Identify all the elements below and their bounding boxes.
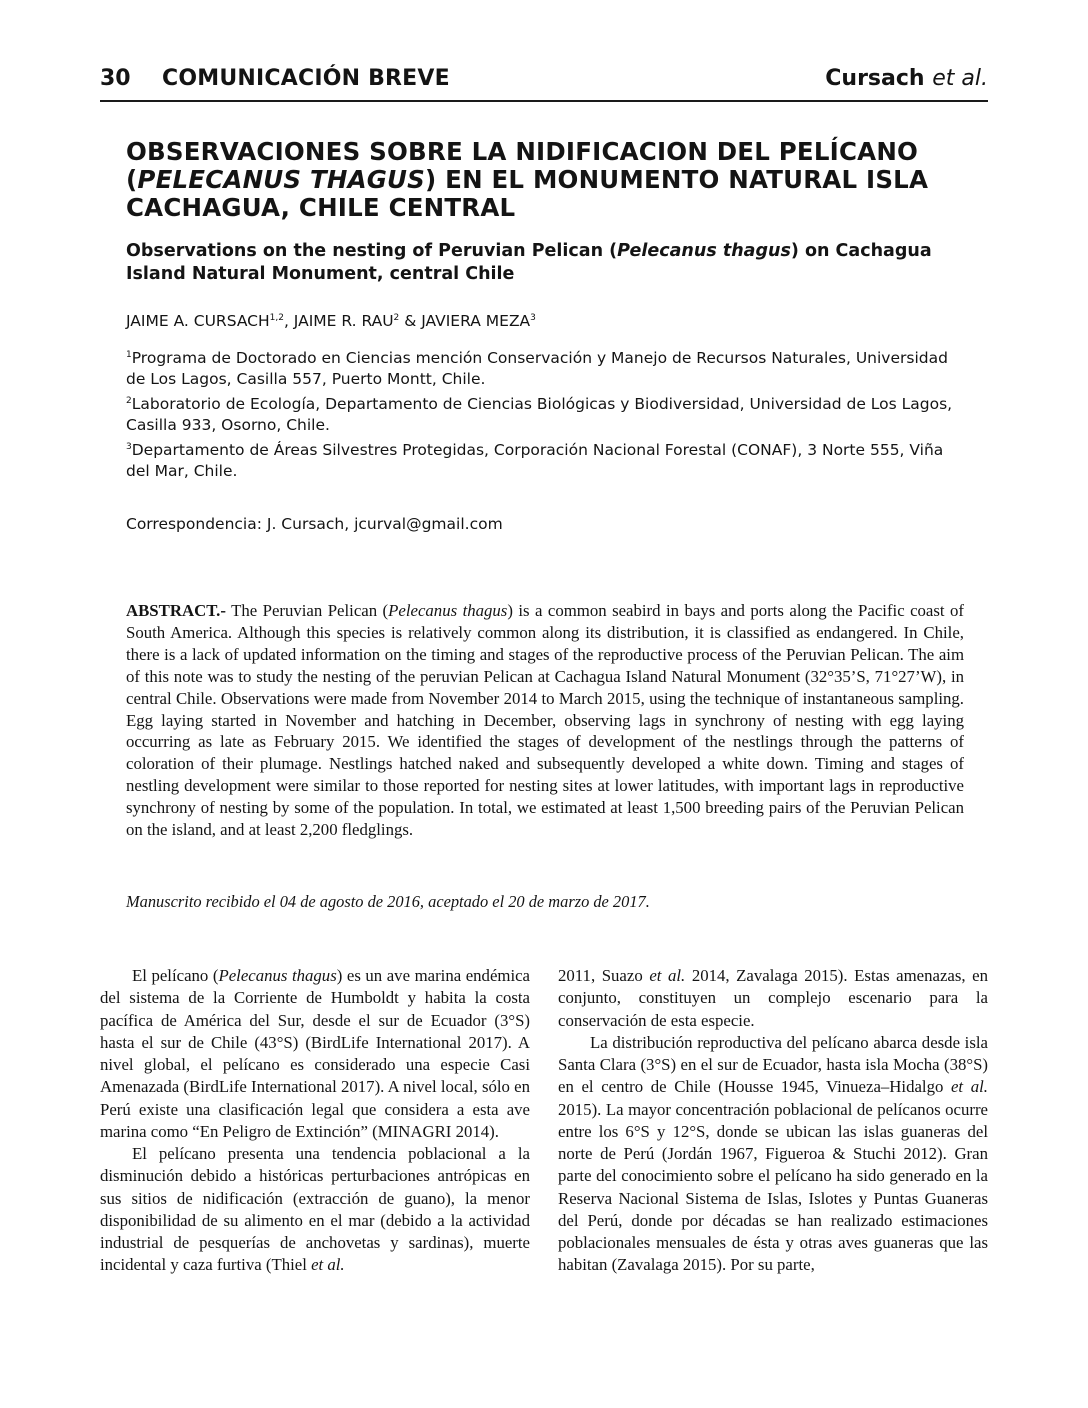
abstract-text-2: ) is a common seabird in bays and ports along the Pacific coast of South America. Although this species is relatively common along its distribution, it is classified as endangered. In Chile, there is a lack of updated information on the timing and stages of the reproductive process of the Peruvian Pelican. The aim of this note was to study the nesting of the peruvian Pelican at Cachagua Island Natural Monument (32°35’S, 71°27’W), in central Chile. Observations were made from November 2014 to March 2015, using the technique of instantaneous sampling. Egg laying started in November and hatching in December, observing lags in synchrony of nesting with egg laying occurring as late as February 2015. We identified the stages of development of the nestlings through the patterns of coloration of their plumage. Nestlings hatched naked and subsequently developed a white down. Timing and stages of nestling development were similar to those reported for nesting sites at lower latitudes, with important lags in reproductive synchrony of nesting by some of the population. In total, we estimated at least 1,500 breeding pairs of the Peruvian Pelican on the island, and at least 2,200 fledglings. [126, 601, 964, 840]
p1-text-b: ) es un ave marina endémica del sistema de la Corriente de Humboldt y habita la costa pacífica de América del Sur, desde el sur de Ecuador (3°S) hasta el sur de Chile (43°S) (BirdLife International 2017). A nivel global, el pelícano es considerado una especie Casi Amenazada (BirdLife International 2017). A nivel local, sólo en Perú existe una clasificación legal que considera a esta ave marina como “En Peligro de Extinción” (MINAGRI 2014). [100, 966, 531, 1141]
affiliation-1-sup: 1 [126, 350, 132, 360]
affiliation-3 [126, 437, 966, 483]
page-number: 30 [100, 66, 131, 91]
correspondence: Correspondencia: J. Cursach, jcurval@gmail.com [126, 515, 503, 533]
body-paragraph-2-continued [558, 965, 988, 1032]
p1-species: Pelecanus thagus [218, 966, 337, 985]
body-column-left [100, 965, 530, 1277]
body-paragraph-1 [100, 965, 530, 1143]
author-1-sup: 1,2 [269, 313, 284, 323]
p2-text-c: 2014, Zavalaga 2015). Estas amenazas, en conjunto, constituyen un complejo escenario para la conservación de esta especie. [558, 966, 989, 1030]
subtitle-species: Pelecanus thagus [617, 241, 791, 261]
author-list [126, 307, 966, 332]
author-2-sup: 2 [393, 313, 400, 323]
title-line-3: CACHAGUA, CHILE CENTRAL [126, 193, 516, 222]
affiliation-3-sup: 3 [126, 441, 132, 452]
section-label: COMUNICACIÓN BREVE [162, 66, 450, 91]
title-line-2-rest: ) EN EL MONUMENTO NATURAL ISLA [425, 165, 929, 194]
title-species: PELECANUS THAGUS [137, 165, 425, 194]
body-column-right [558, 965, 988, 1277]
p2-text-b: 2011, Suazo [558, 966, 650, 985]
p3-text-a: La distribución reproductiva del pelícano abarca desde isla Santa Clara (3°S) en el sur de Ecuador, hasta isla Mocha (38°S) en el centro de Chile (Housse 1945, Vinueza–Hidalgo [558, 1032, 988, 1097]
article-title [126, 138, 966, 222]
title-line-2 [126, 166, 966, 194]
affiliation-3-text: Departamento de Áreas Silvestres Protegidas, Corporación Nacional Forestal (CONAF), 3 Norte 555, Viña del Mar, Chile. [126, 440, 944, 481]
abstract-text-1: The Peruvian Pelican ( [225, 601, 389, 620]
author-3-sup: 3 [530, 313, 536, 323]
subtitle-part-1: Observations on the nesting of Peruvian Pelican ( [126, 241, 618, 261]
p2-etal-2: et al. [649, 966, 686, 985]
header-rule [100, 100, 988, 102]
author-1: JAIME A. CURSACH [126, 312, 270, 330]
subtitle-part-2: ) on Cachagua Island Natural Monument, central Chile [126, 241, 932, 284]
manuscript-dates: Manuscrito recibido el 04 de agosto de 2016, aceptado el 20 de marzo de 2017. [126, 892, 650, 911]
running-author-etal: et al. [932, 66, 988, 91]
affiliations [126, 345, 966, 482]
affiliation-2-text: Laboratorio de Ecología, Departamento de Ciencias Biológicas y Biodiversidad, Universidad de Los Lagos, Casilla 933, Osorno, Chile. [126, 394, 953, 435]
p2-etal: et al. [311, 1255, 345, 1275]
abstract [126, 600, 964, 841]
running-author-name: Cursach [825, 66, 925, 91]
affiliation-2-sup: 2 [126, 395, 132, 406]
body-paragraph-2 [100, 1143, 530, 1277]
article-subtitle [126, 240, 966, 286]
body-paragraph-3 [558, 1032, 988, 1277]
running-author [825, 66, 988, 91]
affiliation-1-text: Programa de Doctorado en Ciencias mención Conservación y Manejo de Recursos Naturales, Universidad de Los Lagos, Casilla 557, Puerto Montt, Chile. [126, 349, 948, 389]
title-paren: ( [126, 165, 138, 194]
p1-text-a: El pelícano ( [132, 966, 219, 985]
abstract-species: Pelecanus thagus [388, 601, 508, 620]
p3-etal: et al. [950, 1077, 988, 1097]
abstract-label: ABSTRACT.- [126, 601, 226, 620]
p2-text-a: El pelícano presenta una tendencia poblacional a la disminución debido a históricas perturbaciones antrópicas en sus sitios de nidificación (extracción de guano), la menor disponibilidad de su alimento en el mar (debido a la actividad industrial de pesquerías de anchovetas y sardinas), muerte incidental y caza furtiva (Thiel [100, 1144, 530, 1275]
p3-text-b: 2015). La mayor concentración poblacional de pelícanos ocurre entre los 6°S y 12°S, donde se ubican las islas guaneras del norte de Perú (Jordán 1967, Figueroa & Stuchi 2012). Gran parte del conocimiento sobre el pelícano ha sido generado en la Reserva Nacional Sistema de Islas, Islotes y Puntas Guaneras del Perú, donde por décadas se han realizado estimaciones poblacionales mensuales de ésta y otras aves guaneras que las habitan (Zavalaga 2015). Por su parte, [558, 1099, 988, 1275]
running-header [100, 64, 988, 100]
affiliation-2 [126, 391, 966, 437]
title-line-1: OBSERVACIONES SOBRE LA NIDIFICACION DEL PELÍCANO [126, 137, 919, 166]
author-2: , JAIME R. RAU [283, 312, 394, 330]
affiliation-1 [126, 345, 966, 391]
author-3: & JAVIERA MEZA [399, 312, 531, 330]
